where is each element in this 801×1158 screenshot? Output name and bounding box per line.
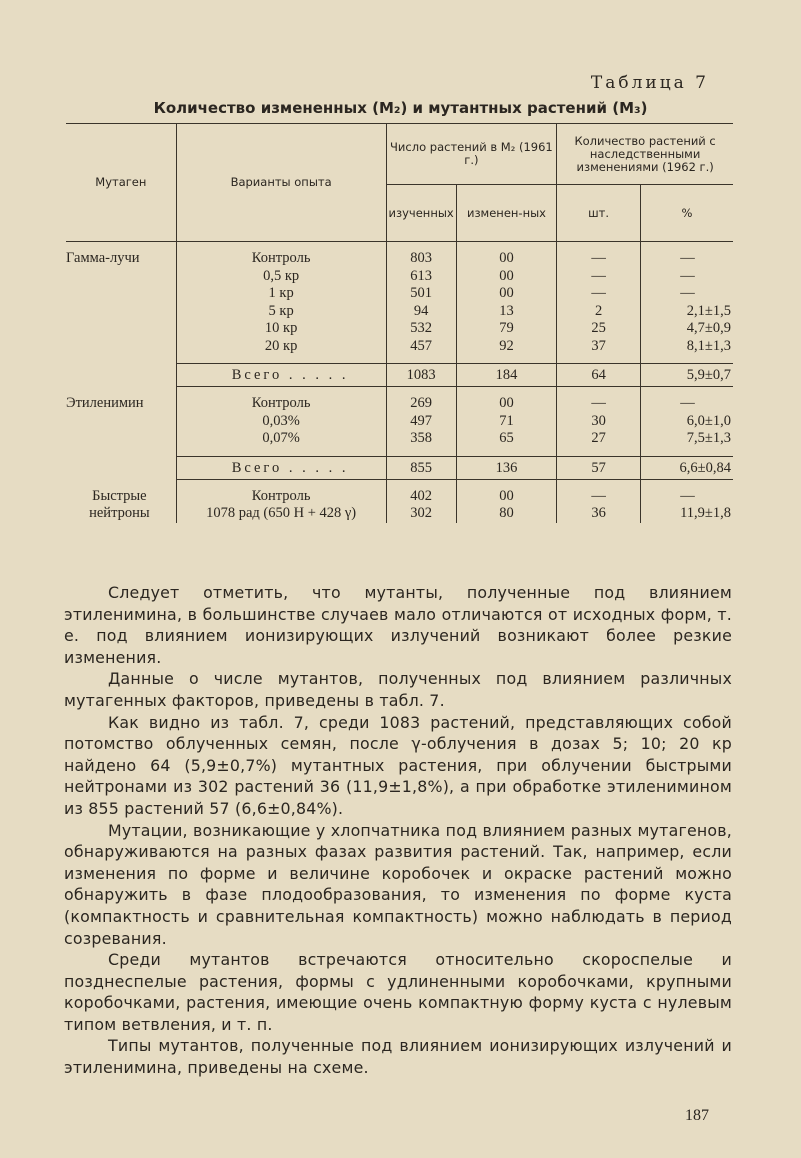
pct-cell: —: [640, 395, 733, 413]
pcs-cell: —: [557, 285, 641, 303]
pct-cell: 2,1±1,5: [640, 303, 733, 321]
changed-cell: 00: [456, 395, 557, 413]
paragraph: Как видно из табл. 7, среди 1083 растений, представляющих собой потомство облученных семян, после γ-облучения в дозах 5; 10; 20 кр найдено 64 (5,9±0,7%) мутантных растения, при облучении быстрыми нейтронами из 302 растений 36 (11,9±1,8%), а при обработке этиленимином из 855 растений 57 (6,6±0,84%).: [64, 712, 732, 818]
pcs-cell: 2: [557, 303, 641, 321]
table-row: [66, 338, 733, 356]
pct-cell: 7,5±1,3: [640, 430, 733, 448]
studied-cell: 358: [386, 430, 456, 448]
changed-cell: 13: [456, 303, 557, 321]
table-row: [66, 250, 733, 268]
changed-cell: 65: [456, 430, 557, 448]
changed-cell: 00: [456, 268, 557, 286]
studied-cell: 457: [386, 338, 456, 356]
pcs-cell: —: [557, 488, 641, 506]
pcs-cell: 36: [557, 505, 641, 523]
changed-cell: 92: [456, 338, 557, 356]
studied-cell: 269: [386, 395, 456, 413]
header-changed: изменен-ных: [456, 185, 557, 242]
total-label: Всего . . . . .: [231, 459, 349, 476]
header-mutagen: Мутаген: [66, 124, 176, 242]
total-studied: 855: [386, 456, 456, 479]
total-pcs: 64: [557, 364, 641, 387]
variant-cell: Контроль: [176, 488, 386, 506]
table-row: [66, 413, 733, 431]
paragraph: Типы мутантов, полученные под влиянием ионизирующих излучений и этиленимина, приведены на схеме.: [64, 1036, 732, 1078]
header-plants-m2: Число растений в M₂ (1961 г.): [386, 124, 557, 185]
pct-cell: 6,0±1,0: [640, 413, 733, 431]
body-text: [64, 582, 732, 1079]
variant-cell: 1078 рад (650 Н + 428 γ): [176, 505, 386, 523]
header-variants: Варианты опыта: [176, 124, 386, 242]
variant-cell: Контроль: [176, 395, 386, 413]
header-percent: %: [640, 185, 733, 242]
pct-cell: —: [640, 488, 733, 506]
variant-cell: 5 кр: [176, 303, 386, 321]
pcs-cell: 25: [557, 320, 641, 338]
pcs-cell: 37: [557, 338, 641, 356]
paragraph: Мутации, возникающие у хлопчатника под влиянием разных мутагенов, обнаруживаются на разных фазах развития растений. Так, например, если изменения по форме и величине коробочек и окраске растений можно обнаружить в фазе плодообразования, то изменения по форме куста (компактность и сравнительная компактность) можно наблюдать в период созревания.: [64, 820, 732, 948]
variant-cell: 10 кр: [176, 320, 386, 338]
table-header-row-1: [66, 124, 733, 185]
mutagen-cell: Быстрые: [92, 487, 147, 504]
changed-cell: 00: [456, 488, 557, 506]
pcs-cell: —: [557, 250, 641, 268]
total-changed: 184: [456, 364, 557, 387]
pct-cell: 4,7±0,9: [640, 320, 733, 338]
pct-cell: —: [640, 285, 733, 303]
header-pcs: шт.: [557, 185, 641, 242]
studied-cell: 402: [386, 488, 456, 506]
changed-cell: 00: [456, 285, 557, 303]
changed-cell: 71: [456, 413, 557, 431]
total-pcs: 57: [557, 456, 641, 479]
studied-cell: 613: [386, 268, 456, 286]
table-row: [66, 505, 733, 523]
table-row: [66, 488, 733, 506]
table-row: [66, 285, 733, 303]
pct-cell: 8,1±1,3: [640, 338, 733, 356]
studied-cell: 803: [386, 250, 456, 268]
total-row: [66, 456, 733, 479]
pcs-cell: —: [557, 268, 641, 286]
studied-cell: 501: [386, 285, 456, 303]
paragraph: Данные о числе мутантов, полученных под влиянием различных мутагенных факторов, приведены в табл. 7.: [64, 669, 732, 710]
total-row: [66, 364, 733, 387]
pct-cell: —: [640, 268, 733, 286]
pcs-cell: 30: [557, 413, 641, 431]
variant-cell: 0,5 кр: [176, 268, 386, 286]
studied-cell: 94: [386, 303, 456, 321]
header-hereditary: Количество растений с наследственными изменениями (1962 г.): [557, 124, 733, 185]
paragraph: Среди мутантов встречаются относительно скороспелые и позднеспелые растения, формы с удлиненными коробочками, крупными коробочками, растения, имеющие очень компактную форму куста с нулевым типом ветвления, и т. п.: [64, 950, 732, 1034]
total-pct: 5,9±0,7: [640, 364, 733, 387]
table-row: [66, 320, 733, 338]
variant-cell: 0,03%: [176, 413, 386, 431]
total-pct: 6,6±0,84: [640, 456, 733, 479]
header-studied: изученных: [386, 185, 456, 242]
page-number: 187: [685, 1107, 709, 1124]
table-row: [66, 303, 733, 321]
mutagen-cell-line2: нейтроны: [89, 505, 150, 521]
pct-cell: 11,9±1,8: [640, 505, 733, 523]
studied-cell: 302: [386, 505, 456, 523]
variant-cell: Контроль: [176, 250, 386, 268]
table-title: Количество измененных (M₂) и мутантных растений (M₃): [153, 99, 648, 117]
table-row: [66, 395, 733, 413]
variant-cell: 20 кр: [176, 338, 386, 356]
variant-cell: 1 кр: [176, 285, 386, 303]
mutagen-cell: Гамма-лучи: [66, 250, 140, 266]
pcs-cell: 27: [557, 430, 641, 448]
studied-cell: 532: [386, 320, 456, 338]
studied-cell: 497: [386, 413, 456, 431]
table-row: [66, 268, 733, 286]
total-label: Всего . . . . .: [231, 367, 349, 383]
table-label: Таблица 7: [590, 73, 709, 93]
paragraph: Следует отметить, что мутанты, полученные под влиянием этиленимина, в большинстве случаев мало отличаются от исходных форм, т. е. под влиянием ионизирующих излучений возникают более резкие изменения.: [64, 583, 732, 667]
mutants-table: [66, 123, 733, 523]
changed-cell: 80: [456, 505, 557, 523]
total-changed: 136: [456, 456, 557, 479]
pcs-cell: —: [557, 395, 641, 413]
total-studied: 1083: [386, 364, 456, 387]
mutagen-cell: Этиленимин: [66, 395, 144, 411]
changed-cell: 79: [456, 320, 557, 338]
pct-cell: —: [640, 250, 733, 268]
changed-cell: 00: [456, 250, 557, 268]
table-row: [66, 430, 733, 448]
variant-cell: 0,07%: [176, 430, 386, 448]
